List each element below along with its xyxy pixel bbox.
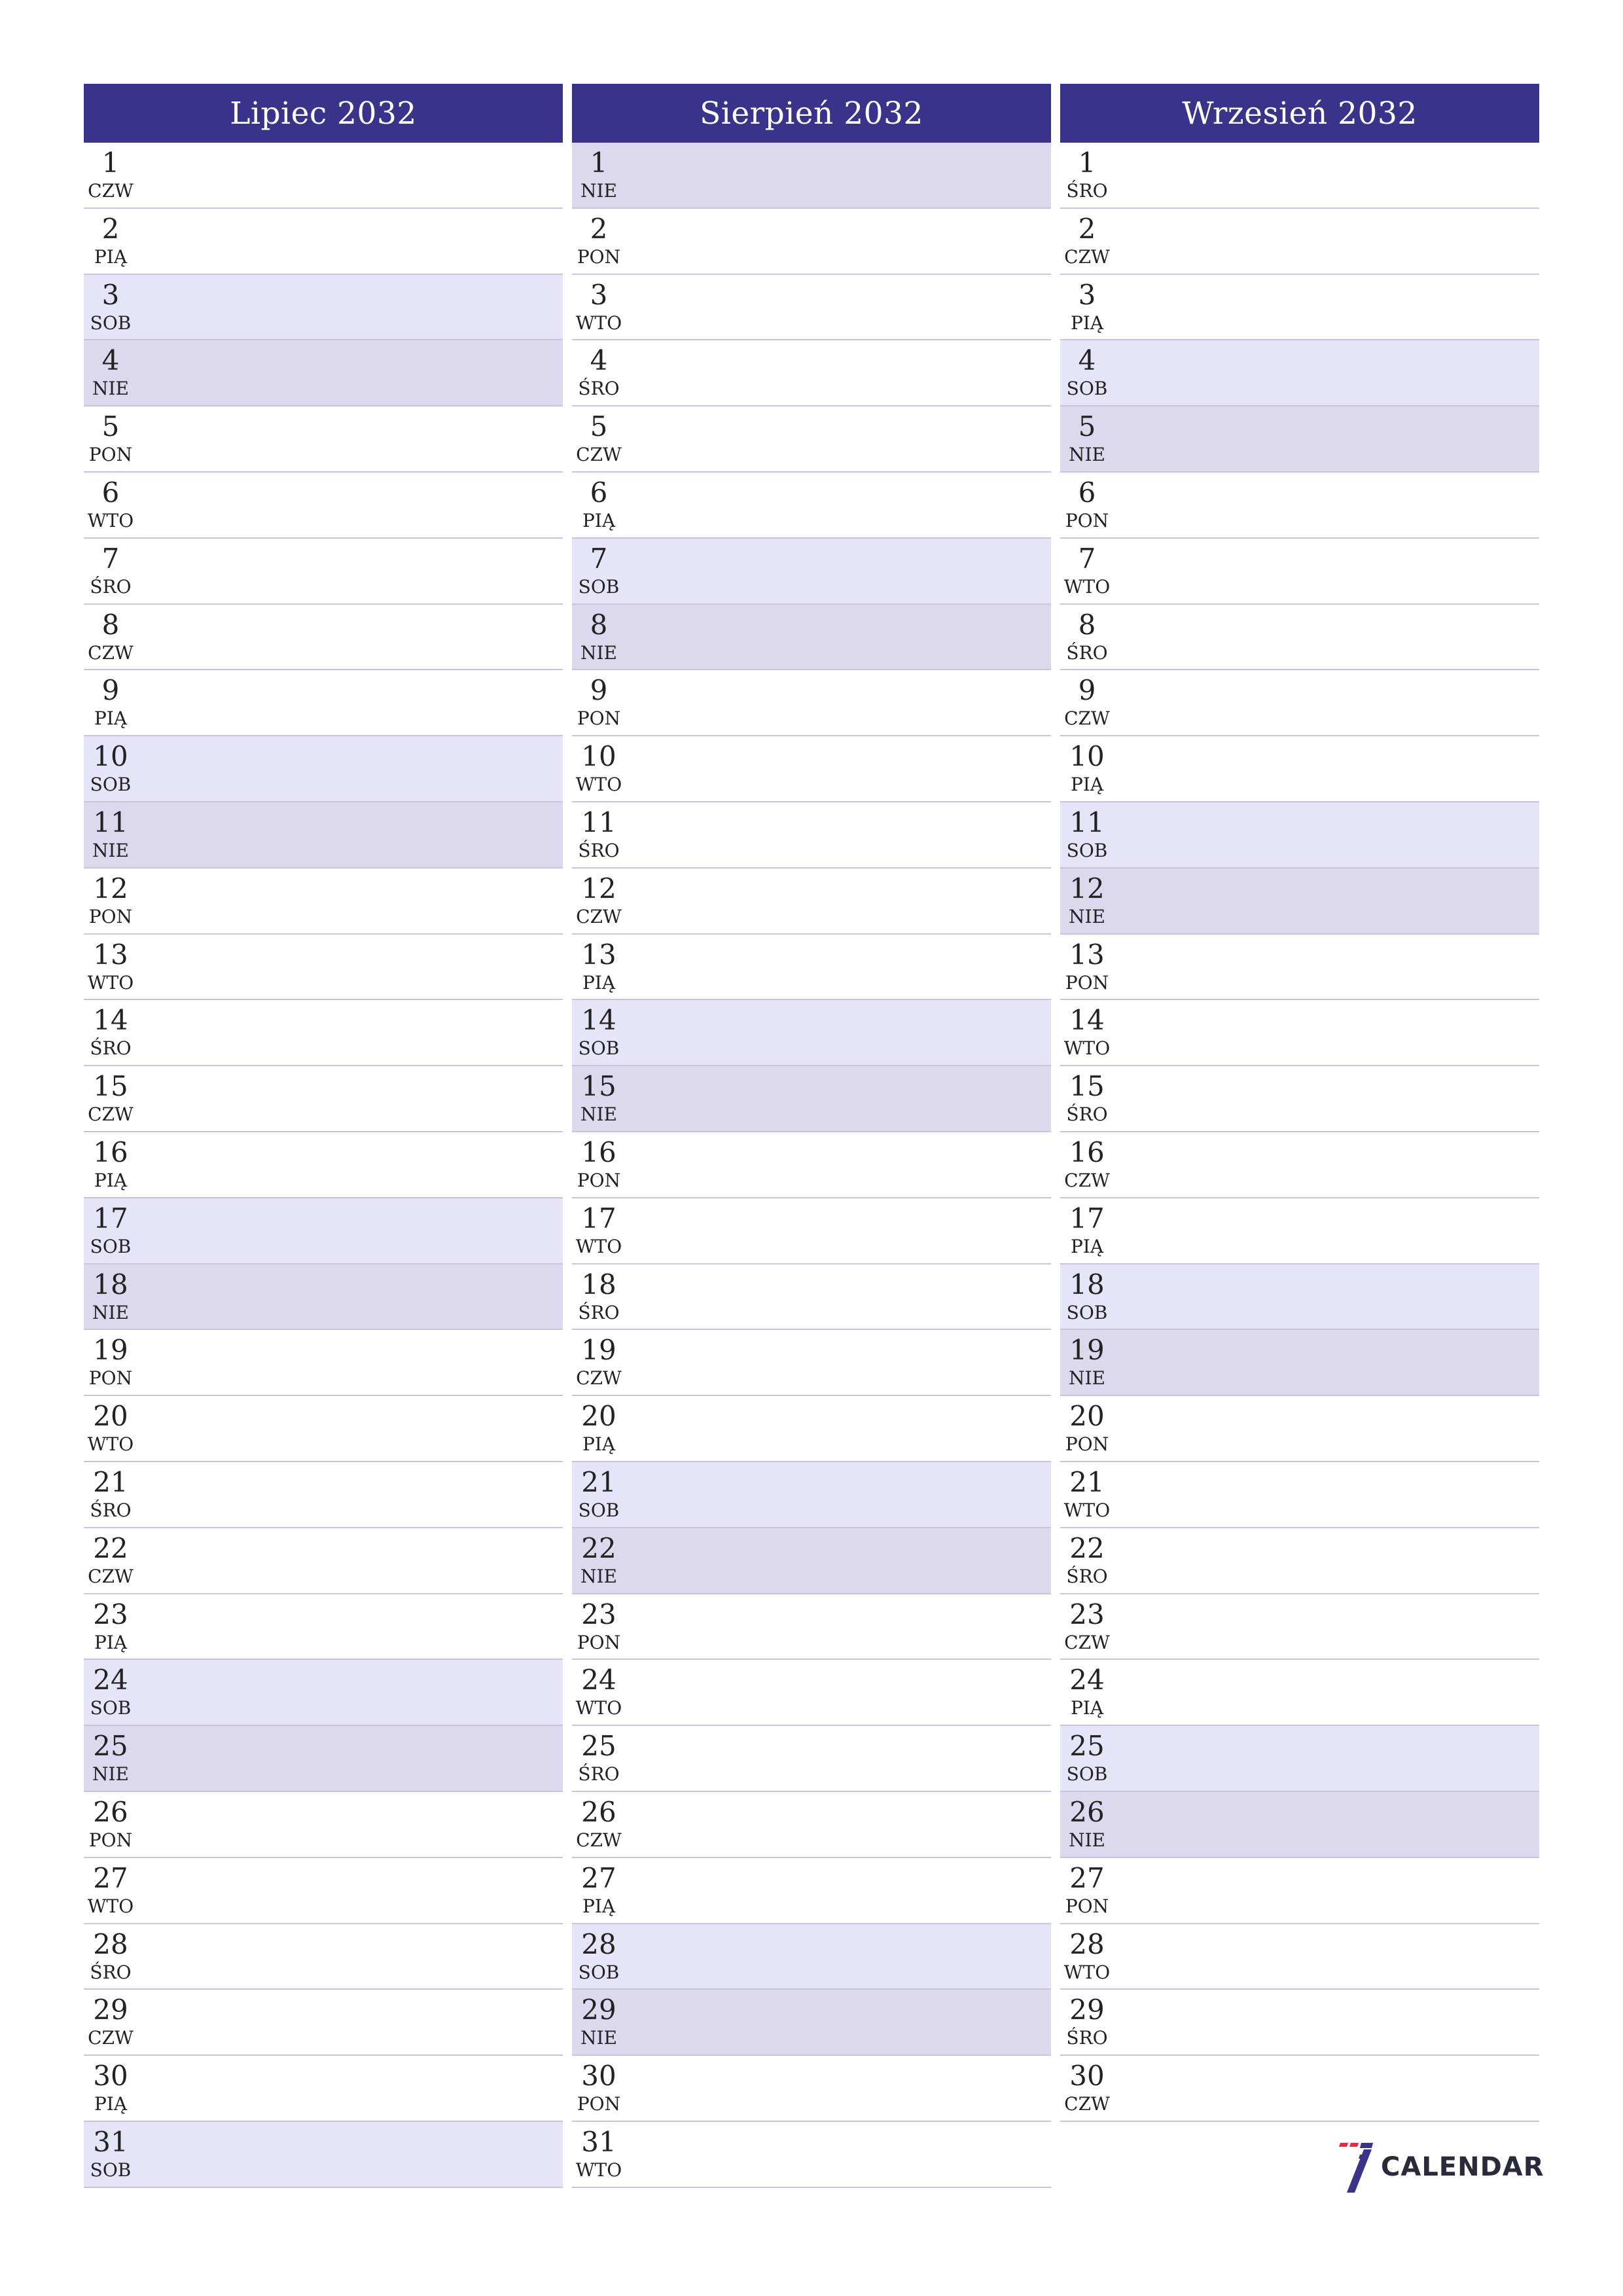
weekday-label: SOB xyxy=(1066,1763,1108,1785)
day-number: 28 xyxy=(581,1928,616,1960)
day-row xyxy=(84,1132,563,1198)
day-number: 17 xyxy=(1069,1202,1105,1234)
weekday-label: PON xyxy=(1065,1433,1109,1456)
day-row xyxy=(572,1462,1051,1528)
day-number: 14 xyxy=(1069,1004,1105,1037)
day-row xyxy=(572,869,1051,935)
month-column xyxy=(1060,84,1539,2122)
day-row xyxy=(84,539,563,605)
day-row xyxy=(572,209,1051,275)
day-number: 29 xyxy=(93,1994,128,2026)
weekday-label: NIE xyxy=(92,1301,129,1323)
weekday-label: SOB xyxy=(90,2159,132,2181)
weekday-label: NIE xyxy=(580,1103,617,1126)
weekday-label: PON xyxy=(1065,1895,1109,1917)
day-number: 5 xyxy=(101,410,120,443)
weekday-label: SOB xyxy=(578,1499,620,1521)
day-row xyxy=(84,1594,563,1660)
day-number: 28 xyxy=(1069,1928,1105,1960)
day-number: 31 xyxy=(581,2125,616,2158)
day-row xyxy=(84,1462,563,1528)
day-number: 19 xyxy=(581,1334,616,1367)
weekday-label: NIE xyxy=(92,378,129,400)
day-number: 10 xyxy=(1069,740,1105,773)
day-number: 3 xyxy=(101,278,120,311)
weekday-label: ŚRO xyxy=(578,839,620,861)
weekday-label: SOB xyxy=(1066,1301,1108,1323)
weekday-label: WTO xyxy=(575,2159,622,2181)
day-number: 22 xyxy=(581,1532,616,1564)
day-number: 2 xyxy=(590,212,608,245)
day-row xyxy=(84,1265,563,1331)
brand-text: CALENDAR xyxy=(1381,2152,1544,2182)
weekday-label: CZW xyxy=(576,444,622,466)
day-number: 21 xyxy=(1069,1465,1105,1498)
day-number: 25 xyxy=(93,1730,128,1763)
weekday-label: NIE xyxy=(92,839,129,861)
day-row xyxy=(84,406,563,473)
weekday-label: PON xyxy=(88,1829,133,1851)
weekday-label: ŚRO xyxy=(90,1961,132,1983)
weekday-label: PIĄ xyxy=(1070,1697,1104,1719)
weekday-label: PON xyxy=(1065,509,1109,531)
day-row xyxy=(572,1066,1051,1132)
month-title: Sierpień 2032 xyxy=(572,84,1051,143)
weekday-label: CZW xyxy=(1064,1169,1110,1191)
weekday-label: SOB xyxy=(90,1697,132,1719)
weekday-label: PON xyxy=(88,1367,133,1390)
day-row xyxy=(84,143,563,209)
weekday-label: PON xyxy=(577,1169,621,1191)
day-number: 25 xyxy=(581,1730,616,1763)
day-row xyxy=(1060,1726,1539,1792)
day-number: 29 xyxy=(581,1994,616,2026)
weekday-label: SOB xyxy=(578,1037,620,1060)
day-number: 26 xyxy=(1069,1795,1105,1828)
day-number: 4 xyxy=(101,344,120,377)
day-number: 24 xyxy=(581,1664,616,1696)
day-row xyxy=(572,143,1051,209)
day-row xyxy=(1060,2056,1539,2122)
day-number: 4 xyxy=(1078,344,1096,377)
day-number: 8 xyxy=(101,608,120,641)
weekday-label: CZW xyxy=(1064,708,1110,730)
day-number: 20 xyxy=(93,1400,128,1433)
day-row xyxy=(84,1726,563,1792)
day-number: 18 xyxy=(1069,1268,1105,1300)
day-row xyxy=(1060,802,1539,869)
day-row xyxy=(84,1660,563,1726)
day-row xyxy=(1060,1528,1539,1594)
weekday-label: ŚRO xyxy=(1066,1103,1108,1126)
seven-logo-icon xyxy=(1335,2140,1376,2194)
weekday-label: WTO xyxy=(87,1433,134,1456)
weekday-label: NIE xyxy=(580,180,617,202)
weekday-label: CZW xyxy=(88,2027,134,2049)
day-row xyxy=(572,1924,1051,1990)
weekday-label: SOB xyxy=(90,1235,132,1257)
weekday-label: PIĄ xyxy=(1070,312,1104,334)
day-row xyxy=(572,1528,1051,1594)
weekday-label: WTO xyxy=(575,1235,622,1257)
day-row xyxy=(572,605,1051,671)
day-row xyxy=(84,1990,563,2056)
weekday-label: PON xyxy=(88,905,133,927)
day-number: 15 xyxy=(1069,1070,1105,1103)
day-number: 19 xyxy=(1069,1334,1105,1367)
weekday-label: SOB xyxy=(1066,378,1108,400)
weekday-label: PIĄ xyxy=(94,1631,128,1653)
day-number: 11 xyxy=(93,806,128,838)
day-row xyxy=(84,1792,563,1858)
weekday-label: PIĄ xyxy=(1070,774,1104,796)
day-number: 6 xyxy=(590,476,608,509)
weekday-label: PON xyxy=(577,708,621,730)
day-row xyxy=(572,670,1051,736)
weekday-label: SOB xyxy=(578,1961,620,1983)
weekday-label: PIĄ xyxy=(582,971,616,994)
day-row xyxy=(84,1924,563,1990)
day-row xyxy=(572,539,1051,605)
day-number: 1 xyxy=(1078,147,1096,179)
weekday-label: WTO xyxy=(575,312,622,334)
weekday-label: ŚRO xyxy=(578,378,620,400)
day-number: 9 xyxy=(1078,674,1096,707)
day-row xyxy=(1060,275,1539,341)
day-number: 1 xyxy=(590,147,608,179)
month-column xyxy=(572,84,1051,2188)
day-row xyxy=(1060,935,1539,1001)
weekday-label: WTO xyxy=(87,509,134,531)
day-row xyxy=(572,935,1051,1001)
day-row xyxy=(572,1726,1051,1792)
day-row xyxy=(1060,670,1539,736)
day-number: 20 xyxy=(1069,1400,1105,1433)
day-number: 4 xyxy=(590,344,608,377)
day-number: 8 xyxy=(590,608,608,641)
weekday-label: NIE xyxy=(1069,1829,1105,1851)
day-row xyxy=(84,1396,563,1462)
day-row xyxy=(1060,1990,1539,2056)
day-row xyxy=(1060,1066,1539,1132)
weekday-label: NIE xyxy=(580,1565,617,1587)
weekday-label: NIE xyxy=(1069,1367,1105,1390)
weekday-label: SOB xyxy=(1066,839,1108,861)
day-row xyxy=(84,2122,563,2188)
day-row xyxy=(84,340,563,406)
month-column xyxy=(84,84,563,2188)
day-number: 10 xyxy=(581,740,616,773)
day-row xyxy=(1060,1396,1539,1462)
day-row xyxy=(572,1000,1051,1066)
day-row xyxy=(84,1330,563,1396)
day-row xyxy=(84,802,563,869)
day-number: 16 xyxy=(1069,1136,1105,1168)
day-number: 16 xyxy=(93,1136,128,1168)
weekday-label: WTO xyxy=(1063,575,1111,598)
weekday-label: NIE xyxy=(580,641,617,664)
day-number: 12 xyxy=(93,872,128,905)
weekday-label: CZW xyxy=(1064,245,1110,268)
day-number: 26 xyxy=(93,1795,128,1828)
day-number: 9 xyxy=(101,674,120,707)
weekday-label: CZW xyxy=(1064,2093,1110,2115)
day-row xyxy=(572,736,1051,802)
day-number: 13 xyxy=(93,938,128,971)
day-row xyxy=(1060,1792,1539,1858)
day-number: 2 xyxy=(1078,212,1096,245)
day-number: 28 xyxy=(93,1928,128,1960)
day-row xyxy=(572,1858,1051,1924)
day-row xyxy=(84,736,563,802)
weekday-label: CZW xyxy=(88,1103,134,1126)
day-row xyxy=(572,1990,1051,2056)
weekday-label: WTO xyxy=(1063,1961,1111,1983)
day-row xyxy=(84,1858,563,1924)
month-title: Lipiec 2032 xyxy=(84,84,563,143)
weekday-label: CZW xyxy=(1064,1631,1110,1653)
day-number: 7 xyxy=(590,542,608,575)
weekday-label: ŚRO xyxy=(1066,641,1108,664)
day-number: 8 xyxy=(1078,608,1096,641)
weekday-label: PON xyxy=(577,245,621,268)
day-row xyxy=(572,1330,1051,1396)
day-row xyxy=(572,802,1051,869)
weekday-label: PIĄ xyxy=(94,245,128,268)
day-number: 14 xyxy=(93,1004,128,1037)
day-number: 25 xyxy=(1069,1730,1105,1763)
weekday-label: PIĄ xyxy=(94,708,128,730)
day-number: 31 xyxy=(93,2125,128,2158)
weekday-label: ŚRO xyxy=(90,1037,132,1060)
day-number: 18 xyxy=(581,1268,616,1300)
weekday-label: WTO xyxy=(1063,1037,1111,1060)
day-row xyxy=(1060,1462,1539,1528)
day-row xyxy=(84,869,563,935)
day-row xyxy=(572,1660,1051,1726)
day-number: 30 xyxy=(1069,2060,1105,2092)
day-number: 6 xyxy=(1078,476,1096,509)
weekday-label: PON xyxy=(577,1631,621,1653)
day-number: 17 xyxy=(581,1202,616,1234)
day-row xyxy=(1060,736,1539,802)
day-number: 11 xyxy=(1069,806,1105,838)
weekday-label: CZW xyxy=(576,905,622,927)
weekday-label: PON xyxy=(577,2093,621,2115)
day-number: 22 xyxy=(1069,1532,1105,1564)
day-row xyxy=(84,1198,563,1265)
weekday-label: CZW xyxy=(576,1829,622,1851)
day-number: 15 xyxy=(93,1070,128,1103)
brand-logo xyxy=(1335,2139,1544,2195)
day-row xyxy=(84,2056,563,2122)
weekday-label: ŚRO xyxy=(1066,180,1108,202)
day-number: 26 xyxy=(581,1795,616,1828)
day-number: 30 xyxy=(581,2060,616,2092)
weekday-label: PON xyxy=(88,444,133,466)
day-row xyxy=(572,1792,1051,1858)
weekday-label: SOB xyxy=(90,312,132,334)
day-row xyxy=(572,1198,1051,1265)
weekday-label: CZW xyxy=(576,1367,622,1390)
weekday-label: NIE xyxy=(1069,444,1105,466)
weekday-label: CZW xyxy=(88,1565,134,1587)
day-number: 3 xyxy=(590,278,608,311)
day-number: 12 xyxy=(581,872,616,905)
weekday-label: ŚRO xyxy=(1066,1565,1108,1587)
weekday-label: NIE xyxy=(580,2027,617,2049)
weekday-label: PIĄ xyxy=(582,1895,616,1917)
day-number: 24 xyxy=(1069,1664,1105,1696)
weekday-label: PIĄ xyxy=(94,1169,128,1191)
day-row xyxy=(84,275,563,341)
weekday-label: PIĄ xyxy=(582,1433,616,1456)
day-number: 23 xyxy=(581,1598,616,1630)
day-row xyxy=(84,1000,563,1066)
day-number: 21 xyxy=(93,1465,128,1498)
day-row xyxy=(1060,340,1539,406)
day-number: 7 xyxy=(1078,542,1096,575)
calendar-sheet xyxy=(84,84,1539,2211)
day-row xyxy=(84,1528,563,1594)
day-row xyxy=(84,473,563,539)
day-number: 27 xyxy=(93,1861,128,1894)
day-number: 10 xyxy=(93,740,128,773)
day-number: 19 xyxy=(93,1334,128,1367)
day-row xyxy=(1060,143,1539,209)
weekday-label: PON xyxy=(1065,971,1109,994)
day-number: 17 xyxy=(93,1202,128,1234)
day-row xyxy=(572,473,1051,539)
day-row xyxy=(1060,1660,1539,1726)
day-number: 5 xyxy=(1078,410,1096,443)
weekday-label: WTO xyxy=(87,1895,134,1917)
weekday-label: WTO xyxy=(575,1697,622,1719)
weekday-label: SOB xyxy=(578,575,620,598)
day-row xyxy=(84,670,563,736)
day-row xyxy=(1060,1198,1539,1265)
day-number: 22 xyxy=(93,1532,128,1564)
weekday-label: PIĄ xyxy=(1070,1235,1104,1257)
day-number: 9 xyxy=(590,674,608,707)
day-number: 14 xyxy=(581,1004,616,1037)
day-number: 27 xyxy=(1069,1861,1105,1894)
day-row xyxy=(84,935,563,1001)
day-row xyxy=(84,1066,563,1132)
day-row xyxy=(572,275,1051,341)
day-row xyxy=(1060,473,1539,539)
day-number: 13 xyxy=(581,938,616,971)
weekday-label: WTO xyxy=(575,774,622,796)
weekday-label: WTO xyxy=(87,971,134,994)
day-number: 12 xyxy=(1069,872,1105,905)
weekday-label: WTO xyxy=(1063,1499,1111,1521)
day-number: 20 xyxy=(581,1400,616,1433)
day-row xyxy=(1060,1265,1539,1331)
day-row xyxy=(572,406,1051,473)
day-number: 6 xyxy=(101,476,120,509)
weekday-label: CZW xyxy=(88,180,134,202)
day-row xyxy=(1060,1132,1539,1198)
weekday-label: PIĄ xyxy=(94,2093,128,2115)
day-row xyxy=(572,1396,1051,1462)
weekday-label: ŚRO xyxy=(90,1499,132,1521)
day-number: 16 xyxy=(581,1136,616,1168)
day-number: 3 xyxy=(1078,278,1096,311)
day-row xyxy=(572,1594,1051,1660)
weekday-label: NIE xyxy=(1069,905,1105,927)
day-row xyxy=(1060,539,1539,605)
day-number: 30 xyxy=(93,2060,128,2092)
day-row xyxy=(1060,406,1539,473)
day-number: 24 xyxy=(93,1664,128,1696)
weekday-label: SOB xyxy=(90,774,132,796)
weekday-label: PIĄ xyxy=(582,509,616,531)
day-number: 2 xyxy=(101,212,120,245)
day-row xyxy=(1060,1330,1539,1396)
day-number: 5 xyxy=(590,410,608,443)
weekday-label: CZW xyxy=(88,641,134,664)
day-number: 29 xyxy=(1069,1994,1105,2026)
day-row xyxy=(1060,605,1539,671)
day-row xyxy=(572,2056,1051,2122)
day-number: 15 xyxy=(581,1070,616,1103)
day-row xyxy=(572,340,1051,406)
day-number: 7 xyxy=(101,542,120,575)
month-title: Wrzesień 2032 xyxy=(1060,84,1539,143)
day-row xyxy=(84,605,563,671)
day-row xyxy=(572,1265,1051,1331)
day-row xyxy=(572,2122,1051,2188)
day-number: 23 xyxy=(93,1598,128,1630)
day-number: 23 xyxy=(1069,1598,1105,1630)
day-number: 21 xyxy=(581,1465,616,1498)
weekday-label: NIE xyxy=(92,1763,129,1785)
weekday-label: ŚRO xyxy=(90,575,132,598)
day-row xyxy=(1060,1594,1539,1660)
day-row xyxy=(572,1132,1051,1198)
day-number: 27 xyxy=(581,1861,616,1894)
day-row xyxy=(1060,1858,1539,1924)
day-row xyxy=(1060,1924,1539,1990)
day-number: 18 xyxy=(93,1268,128,1300)
day-row xyxy=(1060,869,1539,935)
weekday-label: ŚRO xyxy=(578,1763,620,1785)
day-row xyxy=(1060,1000,1539,1066)
weekday-label: ŚRO xyxy=(1066,2027,1108,2049)
day-row xyxy=(1060,209,1539,275)
day-number: 13 xyxy=(1069,938,1105,971)
day-number: 1 xyxy=(101,147,120,179)
day-row xyxy=(84,209,563,275)
day-number: 11 xyxy=(581,806,616,838)
weekday-label: ŚRO xyxy=(578,1301,620,1323)
